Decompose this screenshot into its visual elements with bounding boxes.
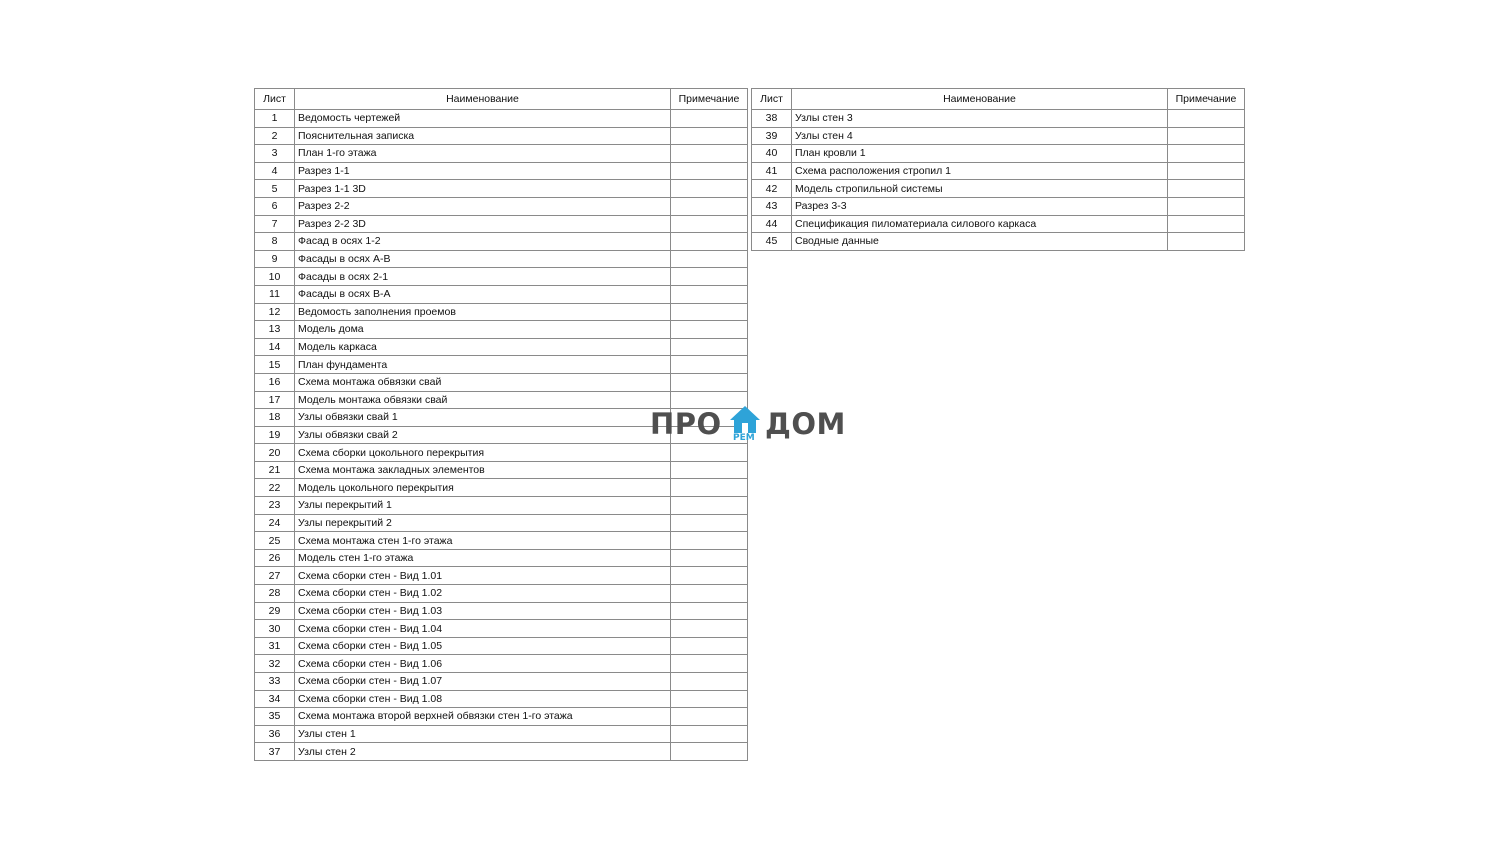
sheet-name-cell: Узлы перекрытий 1 (295, 497, 671, 515)
sheet-note-cell (671, 549, 748, 567)
header-sheet: Лист (255, 89, 295, 110)
sheet-name-cell: Узлы стен 3 (792, 110, 1168, 128)
sheet-note-cell (671, 497, 748, 515)
sheet-name-cell: Разрез 1-1 (295, 162, 671, 180)
sheet-name-cell: Схема сборки стен - Вид 1.02 (295, 585, 671, 603)
sheet-note-cell (671, 233, 748, 251)
table-row (255, 215, 748, 233)
table-row (752, 110, 1245, 128)
sheet-number-cell: 45 (752, 233, 792, 251)
sheet-note-cell (671, 356, 748, 374)
sheet-number-cell: 27 (255, 567, 295, 585)
table-row (255, 743, 748, 761)
sheet-note-cell (671, 637, 748, 655)
sheet-name-cell: Схема сборки стен - Вид 1.04 (295, 620, 671, 638)
sheet-number-cell: 37 (255, 743, 295, 761)
sheet-name-cell: Узлы перекрытий 2 (295, 514, 671, 532)
sheet-number-cell: 15 (255, 356, 295, 374)
sheet-name-cell: Схема монтажа обвязки свай (295, 373, 671, 391)
table-row (255, 637, 748, 655)
sheet-note-cell (671, 303, 748, 321)
sheet-name-cell: Фасады в осях А-В (295, 250, 671, 268)
sheet-number-cell: 18 (255, 409, 295, 427)
header-sheet: Лист (752, 89, 792, 110)
sheet-name-cell: Узлы стен 4 (792, 127, 1168, 145)
sheet-note-cell (671, 338, 748, 356)
table-row (255, 532, 748, 550)
drawings-list-table-right (751, 88, 1245, 251)
sheet-name-cell: Разрез 1-1 3D (295, 180, 671, 198)
table-row (255, 303, 748, 321)
sheet-name-cell: Узлы обвязки свай 2 (295, 426, 671, 444)
sheet-note-cell (671, 373, 748, 391)
sheet-number-cell: 24 (255, 514, 295, 532)
sheet-number-cell: 30 (255, 620, 295, 638)
sheet-note-cell (671, 708, 748, 726)
sheet-number-cell: 20 (255, 444, 295, 462)
sheet-note-cell (671, 268, 748, 286)
sheet-note-cell (1168, 215, 1245, 233)
house-icon (729, 405, 761, 435)
sheet-number-cell: 4 (255, 162, 295, 180)
sheet-note-cell (671, 514, 748, 532)
header-note: Примечание (671, 89, 748, 110)
sheet-name-cell: Ведомость чертежей (295, 110, 671, 128)
sheet-note-cell (671, 479, 748, 497)
sheet-name-cell: План кровли 1 (792, 145, 1168, 163)
sheet-note-cell (671, 602, 748, 620)
table-row (255, 197, 748, 215)
sheet-name-cell: Схема сборки стен - Вид 1.03 (295, 602, 671, 620)
sheet-number-cell: 22 (255, 479, 295, 497)
sheet-note-cell (671, 725, 748, 743)
sheet-note-cell (671, 250, 748, 268)
sheet-number-cell: 29 (255, 602, 295, 620)
sheet-note-cell (671, 285, 748, 303)
sheet-note-cell (671, 110, 748, 128)
sheet-name-cell: Схема сборки цокольного перекрытия (295, 444, 671, 462)
sheet-number-cell: 38 (752, 110, 792, 128)
table-row (255, 145, 748, 163)
sheet-note-cell (671, 585, 748, 603)
sheet-note-cell (1168, 110, 1245, 128)
sheet-name-cell: Сводные данные (792, 233, 1168, 251)
sheet-number-cell: 1 (255, 110, 295, 128)
sheet-name-cell: Фасад в осях 1-2 (295, 233, 671, 251)
sheet-name-cell: Модель цокольного перекрытия (295, 479, 671, 497)
sheet-number-cell: 26 (255, 549, 295, 567)
watermark-text-left: ПРО (650, 407, 722, 441)
watermark-logo (650, 405, 850, 447)
sheet-name-cell: Модель стен 1-го этажа (295, 549, 671, 567)
sheet-name-cell: Схема монтажа стен 1-го этажа (295, 532, 671, 550)
table-row (752, 215, 1245, 233)
sheet-number-cell: 23 (255, 497, 295, 515)
sheet-number-cell: 34 (255, 690, 295, 708)
sheet-number-cell: 39 (752, 127, 792, 145)
sheet-name-cell: Схема сборки стен - Вид 1.06 (295, 655, 671, 673)
table-row (255, 356, 748, 374)
sheet-number-cell: 36 (255, 725, 295, 743)
sheet-number-cell: 16 (255, 373, 295, 391)
sheet-name-cell: Разрез 3-3 (792, 197, 1168, 215)
sheet-number-cell: 25 (255, 532, 295, 550)
sheet-number-cell: 10 (255, 268, 295, 286)
sheet-name-cell: Пояснительная записка (295, 127, 671, 145)
sheet-note-cell (1168, 162, 1245, 180)
table-row (255, 497, 748, 515)
sheet-note-cell (1168, 233, 1245, 251)
sheet-note-cell (1168, 180, 1245, 198)
table-row (255, 321, 748, 339)
sheet-number-cell: 12 (255, 303, 295, 321)
sheet-note-cell (671, 567, 748, 585)
sheet-name-cell: Схема сборки стен - Вид 1.05 (295, 637, 671, 655)
sheet-note-cell (1168, 197, 1245, 215)
table-row (752, 127, 1245, 145)
sheet-number-cell: 3 (255, 145, 295, 163)
table-row (255, 567, 748, 585)
sheet-name-cell: Узлы стен 1 (295, 725, 671, 743)
table-row (255, 268, 748, 286)
table-row (255, 233, 748, 251)
sheet-number-cell: 32 (255, 655, 295, 673)
table-row (255, 620, 748, 638)
sheet-number-cell: 31 (255, 637, 295, 655)
sheet-note-cell (671, 127, 748, 145)
table-row (752, 233, 1245, 251)
table-row (255, 127, 748, 145)
header-name: Наименование (792, 89, 1168, 110)
sheet-number-cell: 5 (255, 180, 295, 198)
sheet-number-cell: 11 (255, 285, 295, 303)
sheet-number-cell: 7 (255, 215, 295, 233)
sheet-number-cell: 40 (752, 145, 792, 163)
sheet-number-cell: 35 (255, 708, 295, 726)
header-note: Примечание (1168, 89, 1245, 110)
sheet-note-cell (671, 620, 748, 638)
sheet-note-cell (671, 162, 748, 180)
sheet-name-cell: Фасады в осях В-А (295, 285, 671, 303)
table-row (255, 514, 748, 532)
sheet-note-cell (671, 690, 748, 708)
sheet-name-cell: Модель дома (295, 321, 671, 339)
sheet-note-cell (671, 215, 748, 233)
table-row (255, 338, 748, 356)
sheet-name-cell: Модель каркаса (295, 338, 671, 356)
sheet-name-cell: Модель стропильной системы (792, 180, 1168, 198)
table-row (255, 250, 748, 268)
sheet-name-cell: Спецификация пиломатериала силового каркаса (792, 215, 1168, 233)
sheet-note-cell (671, 743, 748, 761)
watermark-text-small: РЕМ (733, 433, 755, 443)
sheet-name-cell: Модель монтажа обвязки свай (295, 391, 671, 409)
sheet-name-cell: Разрез 2-2 (295, 197, 671, 215)
sheet-note-cell (671, 673, 748, 691)
sheet-number-cell: 42 (752, 180, 792, 198)
table-row (752, 180, 1245, 198)
sheet-note-cell (1168, 127, 1245, 145)
table-row (255, 110, 748, 128)
watermark-text-right: ДОМ (765, 407, 846, 441)
sheet-note-cell (671, 461, 748, 479)
table-row (255, 180, 748, 198)
table-header-row (752, 89, 1245, 110)
sheet-number-cell: 13 (255, 321, 295, 339)
table-row (255, 461, 748, 479)
sheet-number-cell: 19 (255, 426, 295, 444)
sheet-number-cell: 8 (255, 233, 295, 251)
sheet-name-cell: Схема монтажа второй верхней обвязки стен 1-го этажа (295, 708, 671, 726)
table-row (752, 145, 1245, 163)
sheet-number-cell: 14 (255, 338, 295, 356)
sheet-name-cell: Схема сборки стен - Вид 1.08 (295, 690, 671, 708)
table-row (255, 690, 748, 708)
sheet-name-cell: Схема расположения стропил 1 (792, 162, 1168, 180)
table-row (752, 197, 1245, 215)
sheet-name-cell: Узлы обвязки свай 1 (295, 409, 671, 427)
sheet-name-cell: Фасады в осях 2-1 (295, 268, 671, 286)
sheet-name-cell: План 1-го этажа (295, 145, 671, 163)
table-row (752, 162, 1245, 180)
sheet-number-cell: 9 (255, 250, 295, 268)
table-row (255, 549, 748, 567)
sheet-note-cell (671, 197, 748, 215)
sheet-note-cell (1168, 145, 1245, 163)
sheet-name-cell: Схема сборки стен - Вид 1.07 (295, 673, 671, 691)
table-header-row (255, 89, 748, 110)
sheet-note-cell (671, 532, 748, 550)
table-row (255, 285, 748, 303)
table-row (255, 479, 748, 497)
table-body-right (752, 110, 1245, 251)
table-row (255, 373, 748, 391)
sheet-name-cell: Узлы стен 2 (295, 743, 671, 761)
sheet-number-cell: 21 (255, 461, 295, 479)
table-row (255, 162, 748, 180)
sheet-number-cell: 43 (752, 197, 792, 215)
sheet-number-cell: 6 (255, 197, 295, 215)
sheet-number-cell: 17 (255, 391, 295, 409)
sheet-number-cell: 41 (752, 162, 792, 180)
header-name: Наименование (295, 89, 671, 110)
sheet-note-cell (671, 145, 748, 163)
sheet-note-cell (671, 321, 748, 339)
sheet-name-cell: Ведомость заполнения проемов (295, 303, 671, 321)
sheet-name-cell: План фундамента (295, 356, 671, 374)
sheet-number-cell: 2 (255, 127, 295, 145)
table-row (255, 655, 748, 673)
sheet-name-cell: Схема монтажа закладных элементов (295, 461, 671, 479)
sheet-number-cell: 44 (752, 215, 792, 233)
table-row (255, 725, 748, 743)
table-row (255, 708, 748, 726)
sheet-number-cell: 33 (255, 673, 295, 691)
sheet-note-cell (671, 655, 748, 673)
sheet-name-cell: Схема сборки стен - Вид 1.01 (295, 567, 671, 585)
sheet-number-cell: 28 (255, 585, 295, 603)
sheet-name-cell: Разрез 2-2 3D (295, 215, 671, 233)
sheet-note-cell (671, 180, 748, 198)
table-row (255, 585, 748, 603)
table-row (255, 602, 748, 620)
table-row (255, 673, 748, 691)
